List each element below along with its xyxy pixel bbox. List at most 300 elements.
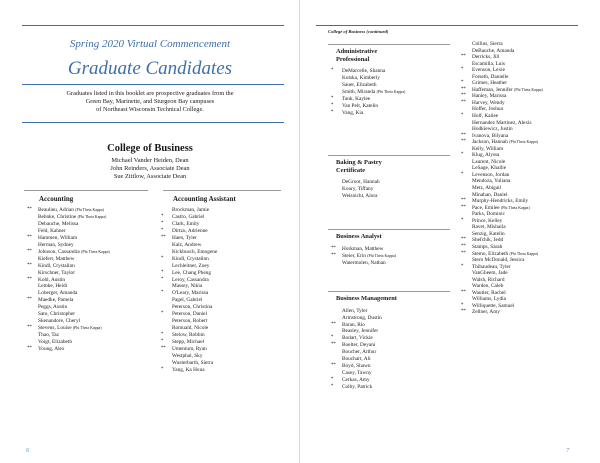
- honors-marker: *: [331, 96, 334, 101]
- graduate-entry: [26, 277, 156, 284]
- graduate-name: Pagel, Gabriel: [172, 297, 203, 304]
- graduate-entry: [160, 367, 290, 374]
- honors-marker: [160, 325, 172, 332]
- honors-marker: [330, 370, 342, 377]
- section-rule: [328, 44, 450, 45]
- intro-line: of Northeast Wisconsin Technical College.: [96, 106, 204, 114]
- honor-society-tag: (Phi Theta Kappa): [514, 87, 543, 92]
- graduate-name: Laurent, Nicole: [472, 158, 506, 165]
- graduate-name: Collins, Sierra: [472, 41, 503, 47]
- graduate-name: Stern McDonald, Jessica: [472, 257, 525, 264]
- honors-marker: **: [161, 234, 166, 240]
- honors-marker: [160, 297, 172, 304]
- graduate-entry: [160, 304, 290, 311]
- top-rule: [316, 25, 578, 26]
- graduate-entry: [26, 242, 156, 249]
- graduate-name: Boyd, Shawn: [342, 363, 371, 370]
- graduate-name: Peterson, Daniel: [172, 311, 208, 318]
- graduate-entry: [160, 249, 290, 256]
- graduate-name: Williams, Lydia: [472, 296, 506, 303]
- graduate-name: Zellner, Amy: [472, 309, 501, 316]
- graduate-entry: [330, 253, 460, 260]
- graduate-entry: [330, 342, 460, 349]
- graduate-name: Casey, Tawny: [342, 370, 372, 377]
- graduate-name: Forseth, Danielle: [472, 73, 509, 80]
- honors-marker: **: [461, 204, 466, 210]
- honors-marker: *: [161, 366, 164, 372]
- graduate-name: Cerkas, Amy: [342, 377, 370, 384]
- graduate-entry: [160, 270, 290, 277]
- graduate-entry: [160, 207, 290, 214]
- graduate-entry: [330, 377, 460, 384]
- honor-society-tag: (Phi Theta Kappa): [509, 251, 539, 256]
- graduate-entry: [26, 256, 156, 263]
- honors-marker: **: [461, 99, 466, 105]
- associate-dean: Sue Zittlow, Associate Dean: [113, 173, 187, 180]
- honors-marker: [26, 242, 38, 249]
- graduate-entry: [330, 328, 460, 335]
- honors-marker: **: [331, 245, 336, 251]
- graduate-entry: [160, 339, 290, 346]
- graduate-entry: [160, 332, 290, 339]
- graduate-list: [330, 308, 460, 391]
- honors-marker: *: [461, 152, 464, 158]
- graduate-name: Escamilla, Luis: [472, 60, 505, 67]
- graduate-name: Castro, Gabriel: [172, 213, 205, 220]
- program-heading: Baking & Pastry: [336, 159, 382, 166]
- honors-marker: [26, 214, 38, 221]
- graduate-name: Sauer, Elizabeth: [342, 82, 377, 89]
- honors-marker: *: [161, 332, 164, 338]
- graduate-entry: [26, 249, 156, 256]
- graduate-name: Watermolen, Nathan: [342, 259, 386, 266]
- graduate-name: VanGheem, Jade: [472, 270, 508, 277]
- graduate-entry: [26, 332, 156, 339]
- honors-marker: *: [161, 269, 164, 275]
- graduate-name: Beasley, Jennifer: [342, 328, 379, 335]
- graduate-name: Herman, Sydney: [38, 241, 74, 248]
- graduate-entry: [160, 283, 290, 290]
- honors-marker: [160, 207, 172, 214]
- graduate-list: [26, 207, 156, 353]
- graduate-entry: [330, 260, 460, 267]
- graduate-name: Hodkiewicz, Justin: [472, 126, 513, 133]
- honors-marker: *: [461, 67, 464, 73]
- section-content: [330, 48, 460, 117]
- graduate-name: Bodart, Vickie: [342, 335, 373, 342]
- honor-society-tag: (Phi Theta Kappa): [509, 140, 538, 145]
- honors-marker: **: [161, 346, 166, 352]
- dean: Michael Vander Heiden, Dean: [111, 157, 189, 164]
- honors-marker: [160, 263, 172, 270]
- graduate-name: DeMarcelle, Shanna: [342, 68, 386, 75]
- graduate-name: Voigt, Elizabeth: [38, 339, 73, 346]
- graduate-entry: [160, 290, 290, 297]
- graduate-name: Murphy-Hendricks, Emily: [472, 198, 529, 205]
- program-heading: Professional: [336, 55, 370, 63]
- graduate-name: Debauche, Melissa: [38, 220, 79, 227]
- graduate-entry: [160, 235, 290, 242]
- graduate-name: Kickbusch, Emogene: [172, 248, 218, 255]
- graduate-entry: [26, 228, 156, 235]
- graduate-entry: [26, 290, 156, 297]
- graduate-name: Lee, Chang Pheng: [172, 269, 211, 276]
- graduate-entry: [26, 270, 156, 277]
- honors-marker: *: [161, 255, 164, 261]
- intro-text: [0, 90, 300, 115]
- honors-marker: [330, 349, 342, 356]
- honors-marker: [26, 311, 38, 318]
- graduate-entry: [330, 103, 460, 110]
- graduate-name: Allen, Tyler: [342, 307, 368, 314]
- honors-marker: [160, 249, 172, 256]
- graduate-name: Sato, Christopher: [38, 311, 76, 318]
- page-number: 6: [26, 447, 30, 454]
- honors-marker: [330, 193, 342, 200]
- graduate-name: Romuald, Nicole: [172, 325, 209, 332]
- honors-marker: [330, 260, 342, 267]
- section-rule: [328, 155, 450, 156]
- graduate-name: Yang, Ka Houa: [172, 366, 205, 373]
- graduate-name: Thao, Taz: [38, 332, 60, 339]
- graduate-name: Steier, Erin: [342, 252, 366, 259]
- graduate-name: Bouchart, Ali: [342, 356, 371, 363]
- graduate-name: Walsh, Richard: [472, 276, 505, 283]
- graduate-name: Johnson, Cassandra: [38, 248, 80, 255]
- page-title: Graduate Candidates: [67, 58, 233, 79]
- graduate-entry: [330, 75, 460, 82]
- graduate-name: Stevens, Louise: [38, 325, 72, 332]
- honors-marker: *: [161, 213, 164, 219]
- graduate-entry: [330, 186, 460, 193]
- honors-marker: **: [461, 198, 466, 204]
- graduate-name: Maedke, Pamela: [38, 297, 74, 304]
- page-number: 7: [566, 447, 570, 454]
- graduate-name: Peterson, Christina: [172, 304, 213, 311]
- graduate-name: Williquette, Samuel: [472, 302, 515, 309]
- graduate-entry: [26, 325, 156, 332]
- running-head: College of Business (continued): [328, 29, 389, 34]
- graduate-entry: [330, 96, 460, 103]
- graduate-name: Thibaudeau, Tyler: [472, 263, 511, 270]
- honors-marker: **: [27, 207, 32, 212]
- honors-marker: *: [331, 68, 334, 74]
- graduate-name: Clark, Emily: [172, 220, 200, 227]
- graduate-name: Pace, Emilee: [472, 204, 500, 211]
- graduate-name: Weisnicht, Alora: [342, 193, 378, 200]
- graduate-list: [330, 179, 460, 200]
- program-heading: Business Management: [336, 295, 397, 302]
- honors-marker: **: [461, 289, 466, 295]
- honors-marker: [330, 186, 342, 193]
- graduate-entry: [160, 353, 290, 360]
- graduate-entry: [330, 384, 460, 391]
- section-content: [330, 295, 460, 391]
- intro-line: Green Bay, Marinette, and Sturgeon Bay campuses: [85, 98, 215, 106]
- graduate-name: Peggs, Austin: [38, 304, 68, 311]
- graduate-name: Peterson, Robert: [172, 318, 208, 325]
- honors-marker: **: [27, 346, 32, 352]
- event-title: Spring 2020 Virtual Commencement: [69, 38, 231, 50]
- graduate-name: Stemo, Elizabeth: [472, 250, 509, 257]
- deans-list: [0, 157, 300, 181]
- graduate-name: Lemke, Heidi: [38, 283, 68, 290]
- graduate-name: O'Leary, Marissa: [172, 290, 209, 297]
- honors-marker: **: [461, 309, 466, 315]
- graduate-entry: [160, 297, 290, 304]
- graduate-name: Shefchik, Jedd: [472, 237, 504, 244]
- honors-marker: **: [27, 262, 32, 268]
- honors-marker: **: [27, 325, 32, 331]
- graduate-name: Kalz, Andrew: [172, 241, 202, 248]
- graduate-name: Parks, Dominic: [472, 211, 505, 218]
- graduate-entry: [330, 68, 460, 75]
- graduate-entry: [26, 214, 156, 221]
- graduate-entry: [330, 110, 460, 117]
- graduate-entry: [160, 263, 290, 270]
- graduate-name: Stamps, Sarah: [472, 243, 503, 250]
- honor-society-tag: (Phi Theta Kappa): [376, 90, 406, 95]
- column-rule: [163, 190, 281, 191]
- honors-marker: [26, 332, 38, 339]
- honors-marker: [330, 315, 342, 322]
- graduate-entry: [160, 256, 290, 263]
- section-rule: [328, 291, 450, 292]
- honors-marker: [26, 304, 38, 311]
- column-rule: [24, 190, 148, 191]
- graduate-name: Colby, Patrick: [342, 384, 373, 391]
- honor-society-tag: (Phi Theta Kappa): [81, 249, 110, 254]
- honors-marker: **: [461, 132, 466, 138]
- graduate-entry: [26, 207, 156, 214]
- honors-marker: *: [161, 276, 164, 282]
- graduate-entry: [330, 82, 460, 89]
- honors-marker: [26, 283, 38, 290]
- honor-society-tag: (Phi Theta Kappa): [72, 326, 102, 331]
- graduate-name: Stelow, Robbin: [172, 332, 205, 339]
- honors-marker: *: [331, 377, 334, 383]
- graduate-name: Baran, Rio: [342, 321, 365, 328]
- graduate-name: Hanley, Marissa: [472, 93, 507, 100]
- honors-marker: **: [27, 248, 32, 254]
- honors-marker: [26, 256, 38, 263]
- graduate-entry: [26, 297, 156, 304]
- honors-marker: [160, 353, 172, 360]
- honors-marker: [160, 318, 172, 325]
- graduate-name: Mendoza, Yuliana: [472, 178, 511, 185]
- graduate-name: Kelly, William: [472, 145, 504, 152]
- graduate-list: [330, 68, 460, 117]
- honors-marker: *: [461, 263, 464, 269]
- section-content: [330, 159, 460, 200]
- honors-marker: [330, 356, 342, 363]
- honors-marker: [330, 328, 342, 335]
- graduate-name: LeSage, Khallie: [472, 165, 507, 172]
- honors-marker: **: [461, 139, 466, 145]
- honors-marker: **: [331, 363, 336, 369]
- honors-marker: *: [331, 335, 334, 341]
- graduate-name: Loberger, Amanda: [38, 290, 78, 297]
- graduate-entry: [330, 315, 460, 322]
- graduate-name: Kiefert, Matthew: [38, 255, 75, 262]
- honors-marker: **: [331, 321, 336, 327]
- graduate-name: Vang, Kia: [342, 109, 364, 116]
- graduate-entry: [160, 360, 290, 367]
- honors-marker: **: [461, 93, 466, 99]
- program-heading: Certificate: [336, 166, 366, 174]
- graduate-name: Wusterbarth, Sierra: [172, 359, 214, 366]
- program-heading: Accounting: [39, 195, 74, 203]
- graduate-name: Hammen, William: [38, 234, 78, 241]
- continued-column: [460, 41, 600, 316]
- graduate-name: Dirtzu, Adrienne: [172, 227, 208, 234]
- graduate-name: Koury, Tiffany: [342, 186, 374, 193]
- graduate-name: Westphal, Sky: [172, 353, 203, 360]
- graduate-entry: [330, 308, 460, 315]
- graduate-entry: [160, 214, 290, 221]
- honors-marker: [160, 242, 172, 249]
- graduate-name: Warden, Caleb: [472, 283, 504, 290]
- graduate-entry: [330, 193, 460, 200]
- program-heading: Accounting Assistant: [173, 195, 236, 203]
- graduate-name: Senzig, Katelin: [472, 230, 505, 237]
- graduate-entry: [160, 311, 290, 318]
- honors-marker: [330, 308, 342, 315]
- section-rule: [22, 122, 284, 123]
- graduate-name: Leroy, Cassandra: [172, 276, 209, 283]
- graduate-name: Holf, Kailee: [472, 113, 499, 120]
- graduate-name: DeGroot, Hannah: [342, 179, 380, 186]
- honors-marker: [26, 339, 38, 346]
- intro-line: Graduates listed in this booklet are prospective graduates from the: [66, 90, 234, 97]
- graduate-name: Kutska, Kimberly: [342, 75, 380, 82]
- honors-marker: *: [461, 302, 464, 308]
- graduate-entry: [26, 263, 156, 270]
- honors-marker: **: [461, 237, 466, 243]
- graduate-entry: [26, 346, 156, 353]
- honors-marker: **: [27, 276, 32, 282]
- honors-marker: [330, 82, 342, 89]
- graduate-name: Hernandez Martinez, Alexis: [472, 119, 532, 126]
- honors-marker: [26, 290, 38, 297]
- graduate-name: Ravet, Mishaila: [472, 224, 506, 231]
- graduate-name: Kirschner, Taylor: [38, 269, 75, 276]
- graduate-entry: [26, 235, 156, 242]
- honors-marker: *: [331, 384, 334, 390]
- graduate-name: Evenson, Lexie: [472, 67, 505, 74]
- honors-marker: *: [161, 311, 164, 317]
- honors-marker: **: [461, 243, 466, 249]
- honor-society-tag: (Phi Theta Kappa): [367, 253, 396, 258]
- graduate-name: Kohl, Austin: [38, 276, 66, 283]
- graduate-name: Van Pelt, Katelin: [342, 102, 379, 109]
- honors-marker: *: [461, 171, 464, 177]
- graduate-name: Tank, Kaylee: [342, 96, 371, 102]
- graduate-name: Grimes, Heather: [472, 80, 508, 87]
- graduate-name: Stepp, Michael: [172, 339, 205, 346]
- graduate-entry: [330, 246, 460, 253]
- honors-marker: [330, 89, 342, 96]
- graduate-entry: [330, 349, 460, 356]
- honors-marker: [26, 221, 38, 228]
- honors-marker: [160, 283, 172, 290]
- honor-society-tag: (Phi Theta Kappa): [75, 208, 104, 212]
- graduate-name: Haen, Tyler: [172, 234, 197, 241]
- graduate-entry: [160, 325, 290, 332]
- graduate-entry: [26, 339, 156, 346]
- graduate-list: [160, 207, 290, 374]
- program-column: [160, 195, 290, 374]
- graduate-name: Beaulieu, Adrian: [38, 207, 74, 213]
- title-rule: [22, 84, 284, 85]
- graduate-name: Hoffer, Joshua: [472, 106, 503, 113]
- honors-marker: **: [27, 234, 32, 240]
- honors-marker: [26, 270, 38, 277]
- honor-society-tag: (Phi Theta Kappa): [77, 214, 107, 219]
- honor-society-tag: (Phi Theta Kappa): [500, 205, 530, 210]
- graduate-entry: [460, 309, 600, 316]
- honors-marker: [160, 360, 172, 367]
- graduate-list: [330, 246, 460, 267]
- graduate-entry: [26, 311, 156, 318]
- honors-marker: **: [331, 342, 336, 348]
- graduate-entry: [26, 283, 156, 290]
- honors-marker: *: [331, 109, 334, 115]
- graduate-name: Boucher, Arthur: [342, 349, 377, 356]
- honors-marker: [160, 304, 172, 311]
- graduate-name: Derricks, Jill: [472, 54, 500, 61]
- graduate-name: Jackson, Hannah: [472, 139, 508, 146]
- graduate-name: Skenandore, Cheryl: [38, 318, 81, 325]
- associate-dean: John Reinders, Associate Dean: [110, 165, 190, 172]
- graduate-name: Feld, Kahner: [38, 227, 66, 234]
- graduate-entry: [160, 277, 290, 284]
- graduate-name: Metz, Abigail: [472, 185, 502, 192]
- graduate-name: Brockman, Jamie: [172, 207, 210, 213]
- graduate-name: Wautier, Rachel: [472, 289, 506, 296]
- honors-marker: **: [331, 252, 336, 258]
- graduate-entry: [160, 242, 290, 249]
- program-heading: Business Analyst: [336, 233, 382, 240]
- honors-marker: [330, 179, 342, 186]
- graduate-entry: [26, 304, 156, 311]
- graduate-entry: [160, 228, 290, 235]
- honors-marker: *: [331, 102, 334, 108]
- graduate-name: Horkman, Matthew: [342, 245, 384, 252]
- graduate-name: Prince, Kelley: [472, 217, 503, 224]
- program-column: [26, 195, 156, 353]
- honors-marker: [26, 318, 38, 325]
- graduate-entry: [26, 221, 156, 228]
- honors-marker: **: [27, 297, 32, 303]
- honors-marker: **: [461, 86, 466, 92]
- graduate-entry: [330, 335, 460, 342]
- honors-marker: **: [461, 54, 466, 60]
- program-heading: Administrative: [336, 48, 378, 55]
- graduate-name: Boelter, Deyani: [342, 342, 376, 349]
- graduate-name: Kindl, Crystalinn: [172, 255, 209, 262]
- graduate-entry: [26, 318, 156, 325]
- graduate-name: Lechleitner, Zoey: [172, 262, 210, 269]
- graduate-name: Armstrong, Dustin: [342, 314, 382, 321]
- graduate-name: Haffeman, Jennifer: [472, 86, 513, 93]
- honors-marker: [26, 228, 38, 235]
- graduate-name: Minahan, Daniel: [472, 191, 508, 198]
- honors-marker: *: [461, 113, 464, 119]
- graduate-name: Levenson, Jordan: [472, 171, 510, 178]
- graduate-entry: [330, 363, 460, 370]
- college-heading: College of Business: [107, 143, 193, 154]
